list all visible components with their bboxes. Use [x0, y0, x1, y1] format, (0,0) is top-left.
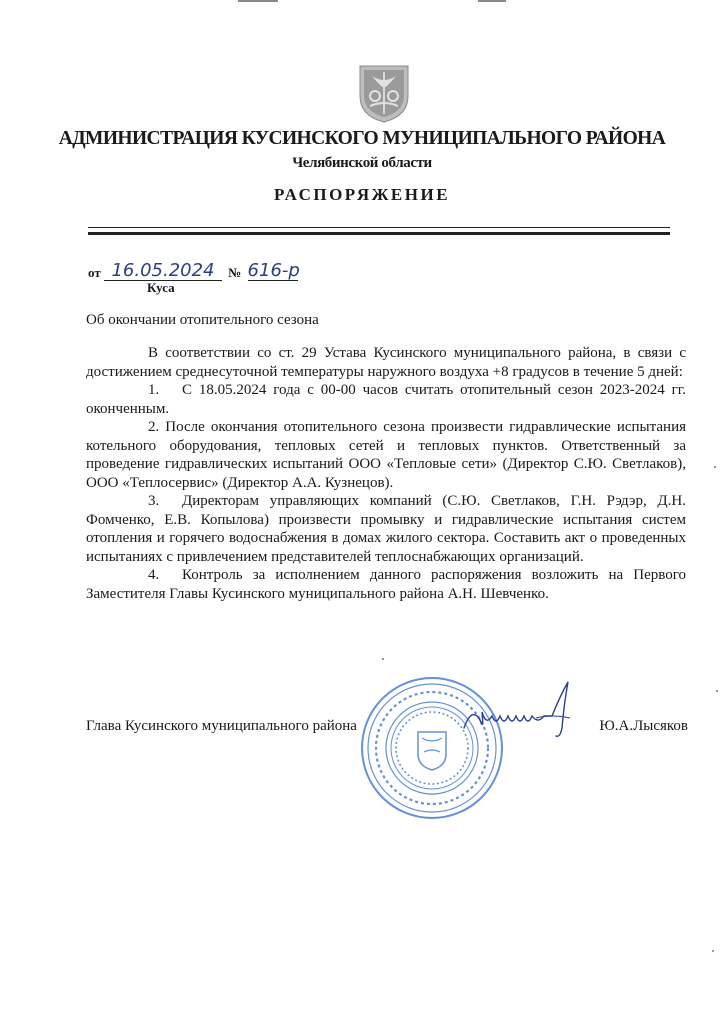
item-number: 4. — [148, 567, 160, 583]
coat-of-arms-icon — [358, 62, 410, 124]
item-number: 3. — [148, 493, 160, 509]
body-item — [86, 381, 686, 418]
date-number-line — [88, 262, 298, 281]
document-type-title: РАСПОРЯЖЕНИЕ — [273, 185, 451, 204]
document-subject: Об окончании отопительного сезона — [86, 312, 319, 328]
organization-name: АДМИНИСТРАЦИЯ КУСИНСКОГО МУНИЦИПАЛЬНОГО РАЙОНА — [58, 128, 666, 149]
scan-speck — [714, 466, 716, 468]
handwritten-signature-icon — [452, 676, 592, 746]
body-item — [86, 566, 686, 603]
issue-place: Куса — [147, 280, 175, 295]
number-field: 616-р — [247, 260, 300, 281]
item-text: После окончания отопительного сезона произвести гидравлические испытания котельного оборудования, тепловых сетей и тепловых пунктов. Ответственный за проведение гидравлических испытаний ООО «Тепловые сети» (Директор С.Ю. Светлаков), ООО «Теплосервис» (Директор А.А. Кузнецов). — [86, 419, 686, 491]
header-divider-thick — [88, 232, 670, 235]
date-field: 16.05.2024 — [104, 262, 222, 281]
item-number: 2. — [148, 419, 160, 435]
scan-edge-marks — [0, 0, 724, 4]
item-text: Директорам управляющих компаний (С.Ю. Светлаков, Г.Н. Рэдэр, Д.Н. Фомченко, Е.В. Копылова) произвести промывку и гидравлические испытания систем отопления и горячего водоснабжения в домах жилого сектора. Составить акт о проведенных испытаниях с привлечением представителей теплоснабжающих организаций. — [86, 493, 686, 565]
date-prefix: от — [88, 265, 101, 280]
body-item — [86, 418, 686, 492]
scan-speck — [716, 690, 718, 692]
item-text: С 18.05.2024 года с 00-00 часов считать отопительный сезон 2023-2024 гг. оконченным. — [86, 382, 686, 417]
signatory-name: Ю.А.Лысяков — [599, 718, 688, 734]
item-text: Контроль за исполнением данного распоряжения возложить на Первого Заместителя Главы Кусинского муниципального района А.Н. Шевченко. — [86, 567, 686, 602]
signatory-position: Глава Кусинского муниципального района — [86, 718, 357, 734]
scan-speck — [382, 658, 384, 660]
scan-speck — [712, 950, 714, 952]
header-divider-thin — [88, 227, 670, 228]
number-prefix: № — [228, 265, 242, 280]
body-intro: В соответствии со ст. 29 Устава Кусинского муниципального района, в связи с достижением среднесуточной температуры наружного воздуха +8 градусов в течение 5 дней: — [86, 345, 686, 380]
organization-region: Челябинской области — [292, 155, 432, 171]
item-number: 1. — [148, 382, 160, 398]
document-body — [86, 344, 686, 603]
body-item — [86, 492, 686, 566]
